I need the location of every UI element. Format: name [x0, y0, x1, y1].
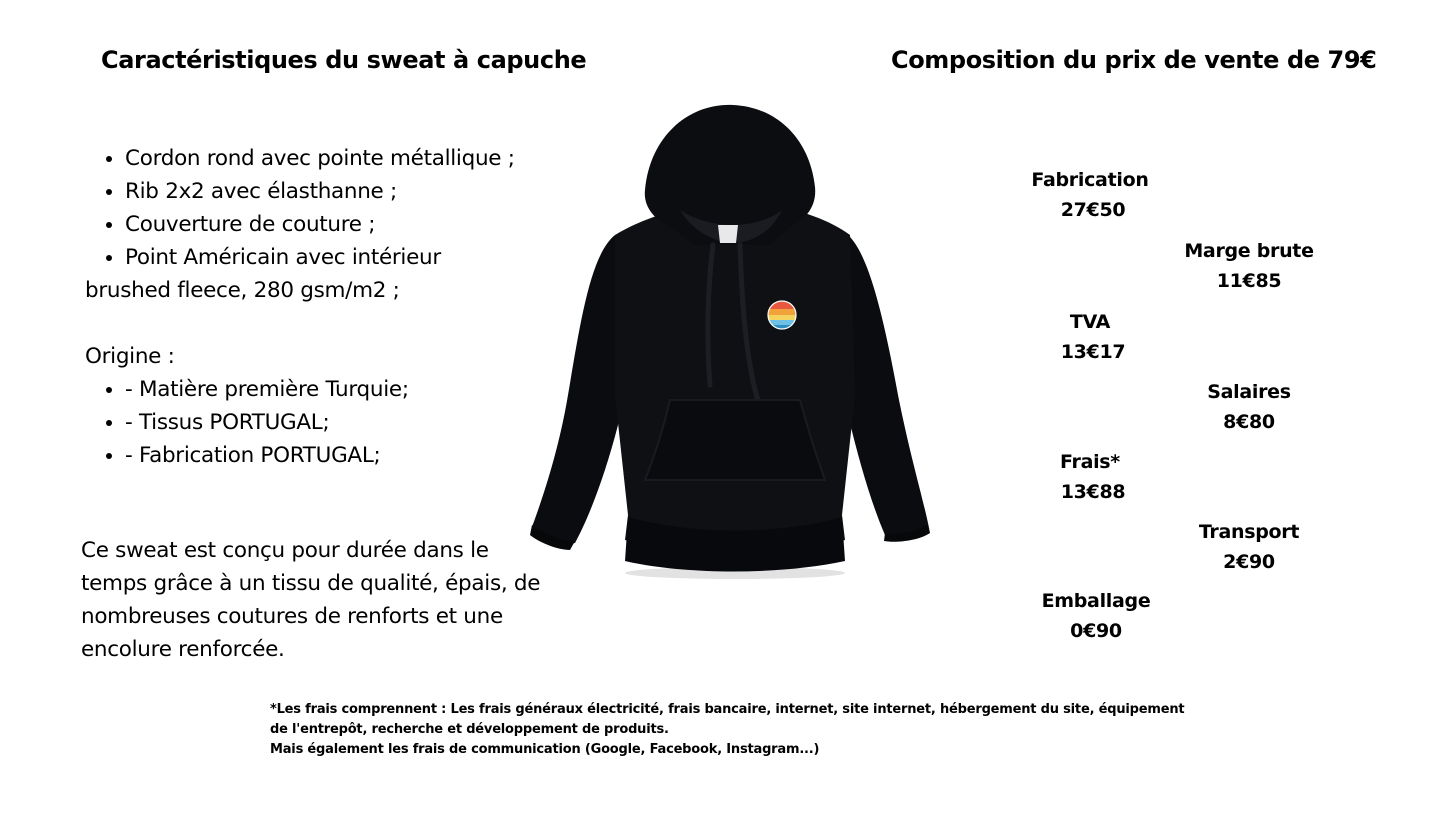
- cost-value: 13€88: [1060, 481, 1126, 503]
- cost-value: 8€80: [1223, 411, 1275, 433]
- origin-item: • - Fabrication PORTUGAL;: [125, 439, 545, 472]
- cost-item-tva: [1010, 307, 1170, 367]
- feature-item: • Couverture de couture ;: [125, 208, 545, 241]
- cost-label: Frais*: [1060, 451, 1120, 473]
- cost-label: Marge brute: [1184, 240, 1314, 262]
- origin-label: Origine :: [85, 344, 175, 369]
- cost-value: 0€90: [1070, 620, 1122, 642]
- features-section: [85, 142, 545, 472]
- cost-item-fabrication: [1010, 165, 1170, 225]
- cost-item-emballage: [1016, 586, 1176, 646]
- feature-item: • Rib 2x2 avec élasthanne ;: [125, 175, 545, 208]
- cost-item-transport: [1169, 517, 1329, 577]
- price-composition-title: Composition du prix de vente de 79€: [891, 46, 1377, 74]
- cost-label: Fabrication: [1031, 169, 1149, 191]
- product-description: Ce sweat est conçu pour durée dans le temps grâce à un tissu de qualité, épais, de nombreuses coutures de renforts et une encolure renforcée.: [81, 538, 541, 662]
- origin-item: • - Tissus PORTUGAL;: [125, 406, 545, 439]
- features-title: Caractéristiques du sweat à capuche: [101, 46, 587, 74]
- cost-item-frais: [1010, 447, 1170, 507]
- cost-value: 13€17: [1060, 341, 1126, 363]
- footnote-line: *Les frais comprennent : Les frais généraux électricité, frais bancaire, internet, site internet, hébergement du site, équipement: [270, 702, 1185, 717]
- feature-item: • Cordon rond avec pointe métallique ;: [125, 142, 545, 175]
- cost-value: 27€50: [1060, 199, 1126, 221]
- cost-label: Emballage: [1041, 590, 1151, 612]
- footnote-line: de l'entrepôt, recherche et développement de produits.: [270, 722, 669, 737]
- black-hoodie-image: [520, 95, 940, 585]
- cost-item-salaires: [1169, 377, 1329, 437]
- features-list: [85, 142, 545, 274]
- feature-continuation: brushed fleece, 280 gsm/m2 ;: [85, 278, 400, 303]
- cost-label: Transport: [1198, 521, 1300, 543]
- footnote-line: Mais également les frais de communication (Google, Facebook, Instagram...): [270, 742, 820, 757]
- origin-item: • - Matière première Turquie;: [125, 373, 545, 406]
- cost-value: 2€90: [1223, 551, 1275, 573]
- cost-label: Salaires: [1207, 381, 1291, 403]
- origin-list: [85, 373, 545, 472]
- feature-item: • Point Américain avec intérieur: [125, 241, 545, 274]
- cost-value: 11€85: [1216, 270, 1282, 292]
- cost-label: TVA: [1069, 311, 1111, 333]
- footnote: [270, 700, 1230, 760]
- cost-item-marge-brute: [1169, 236, 1329, 296]
